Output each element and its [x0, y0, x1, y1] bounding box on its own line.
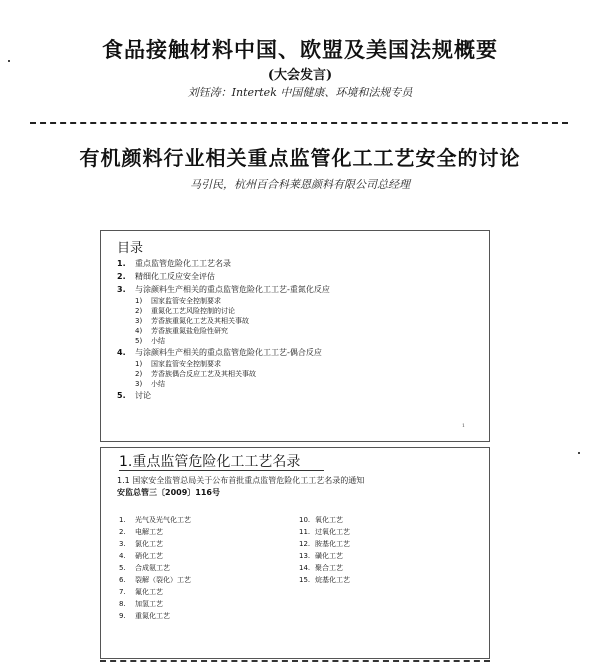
toc-item-number: 1.	[117, 259, 126, 268]
toc-subitem-number: 1)	[135, 360, 143, 368]
slide-table-of-contents	[100, 230, 490, 442]
process-number: 4.	[119, 552, 126, 560]
process-name: 烷基化工艺	[315, 576, 350, 584]
process-number: 10.	[299, 516, 311, 524]
toc-subitem-text: 国家监管安全控制要求	[151, 360, 221, 368]
slide-title: 目录	[117, 241, 144, 256]
process-number: 9.	[119, 612, 126, 620]
page-mark: 1	[461, 423, 465, 429]
process-item	[299, 562, 350, 574]
process-name: 聚合工艺	[315, 564, 343, 572]
toc-subitem-text: 小结	[151, 337, 165, 345]
bottom-divider	[100, 660, 490, 662]
toc-subitem	[117, 296, 485, 306]
process-name: 重氮化工艺	[135, 612, 170, 620]
toc-subitem-text: 芳香族重氮盐危险性研究	[151, 327, 228, 335]
process-item	[119, 538, 191, 550]
process-number: 6.	[119, 576, 126, 584]
document-reference: 安监总管三〔2009〕116号	[117, 488, 220, 497]
process-number: 5.	[119, 564, 126, 572]
title-underline	[119, 470, 324, 471]
document-author: 刘钰涛：Intertek 中国健康、环境和法规专员	[187, 86, 413, 99]
process-item	[299, 526, 350, 538]
toc-list	[117, 257, 485, 402]
process-name: 合成氨工艺	[135, 564, 170, 572]
process-name: 磺化工艺	[315, 552, 343, 560]
toc-subitem-number: 3)	[135, 317, 143, 325]
toc-subitem	[117, 336, 485, 346]
process-number: 11.	[299, 528, 311, 536]
process-name: 硝化工艺	[135, 552, 163, 560]
toc-subitem	[117, 306, 485, 316]
toc-subitem-text: 芳香族重氮化工艺及其相关事故	[151, 317, 249, 325]
scan-speck	[578, 452, 580, 454]
process-item	[119, 586, 191, 598]
toc-subitem-text: 国家监管安全控制要求	[151, 297, 221, 305]
toc-subitem-number: 4)	[135, 327, 143, 335]
toc-item	[117, 389, 485, 402]
process-name: 加氢工艺	[135, 600, 163, 608]
toc-item	[117, 270, 485, 283]
toc-subitem-text: 芳香族偶合反应工艺及其相关事故	[151, 370, 256, 378]
toc-subitem	[117, 379, 485, 389]
process-number: 3.	[119, 540, 126, 548]
process-item	[119, 526, 191, 538]
process-item	[299, 514, 350, 526]
process-number: 14.	[299, 564, 311, 572]
process-list-right	[299, 514, 350, 586]
toc-item	[117, 346, 485, 359]
slide-title: 1.重点监管危险化工工艺名录	[119, 454, 301, 470]
toc-subitem	[117, 369, 485, 379]
process-name: 过氧化工艺	[315, 528, 350, 536]
toc-item-number: 4.	[117, 348, 126, 357]
toc-subitem-number: 2)	[135, 307, 143, 315]
process-name: 氧化工艺	[315, 516, 343, 524]
process-name: 胺基化工艺	[315, 540, 350, 548]
process-item	[119, 514, 191, 526]
process-number: 15.	[299, 576, 311, 584]
toc-item-text: 精细化工反应安全评估	[135, 272, 215, 281]
process-item	[119, 598, 191, 610]
process-list-left	[119, 514, 191, 622]
toc-item-number: 2.	[117, 272, 126, 281]
process-number: 8.	[119, 600, 126, 608]
process-number: 13.	[299, 552, 311, 560]
process-name: 光气及光气化工艺	[135, 516, 191, 524]
process-item	[299, 538, 350, 550]
toc-item	[117, 283, 485, 296]
process-item	[299, 574, 350, 586]
toc-item-text: 与涂颜料生产相关的重点监管危险化工工艺-偶合反应	[135, 348, 322, 357]
process-item	[119, 574, 191, 586]
article-author: 马引民，杭州百合科莱恩颜料有限公司总经理	[190, 178, 410, 191]
document-subtitle: (大会发言)	[267, 68, 333, 83]
process-number: 7.	[119, 588, 126, 596]
toc-subitem-text: 小结	[151, 380, 165, 388]
section-divider	[30, 122, 568, 124]
toc-subitem	[117, 316, 485, 326]
toc-subitem-number: 3)	[135, 380, 143, 388]
notice-text: 1.1 国家安全监管总局关于公布首批重点监管危险化工工艺名录的通知	[117, 476, 365, 485]
toc-subitem-text: 重氮化工艺风险控制的讨论	[151, 307, 235, 315]
toc-item-number: 5.	[117, 391, 126, 400]
scan-speck	[8, 60, 10, 62]
article-title: 有机颜料行业相关重点监管化工工艺安全的讨论	[79, 146, 521, 170]
toc-subitem	[117, 326, 485, 336]
toc-item-text: 与涂颜料生产相关的重点监管危险化工工艺-重氮化反应	[135, 285, 330, 294]
process-number: 1.	[119, 516, 126, 524]
process-item	[299, 550, 350, 562]
process-item	[119, 550, 191, 562]
toc-item-text: 重点监管危险化工工艺名录	[135, 259, 231, 268]
toc-subitem	[117, 359, 485, 369]
slide-process-list	[100, 447, 490, 659]
toc-item	[117, 257, 485, 270]
toc-item-number: 3.	[117, 285, 126, 294]
process-name: 裂解（裂化）工艺	[135, 576, 191, 584]
process-item	[119, 562, 191, 574]
toc-subitem-number: 1)	[135, 297, 143, 305]
process-name: 氟化工艺	[135, 588, 163, 596]
toc-item-text: 讨论	[135, 391, 151, 400]
process-name: 电解工艺	[135, 528, 163, 536]
toc-subitem-number: 5)	[135, 337, 143, 345]
process-number: 2.	[119, 528, 126, 536]
process-name: 氯化工艺	[135, 540, 163, 548]
document-title: 食品接触材料中国、欧盟及美国法规概要	[102, 38, 498, 62]
process-item	[119, 610, 191, 622]
process-number: 12.	[299, 540, 311, 548]
toc-subitem-number: 2)	[135, 370, 143, 378]
